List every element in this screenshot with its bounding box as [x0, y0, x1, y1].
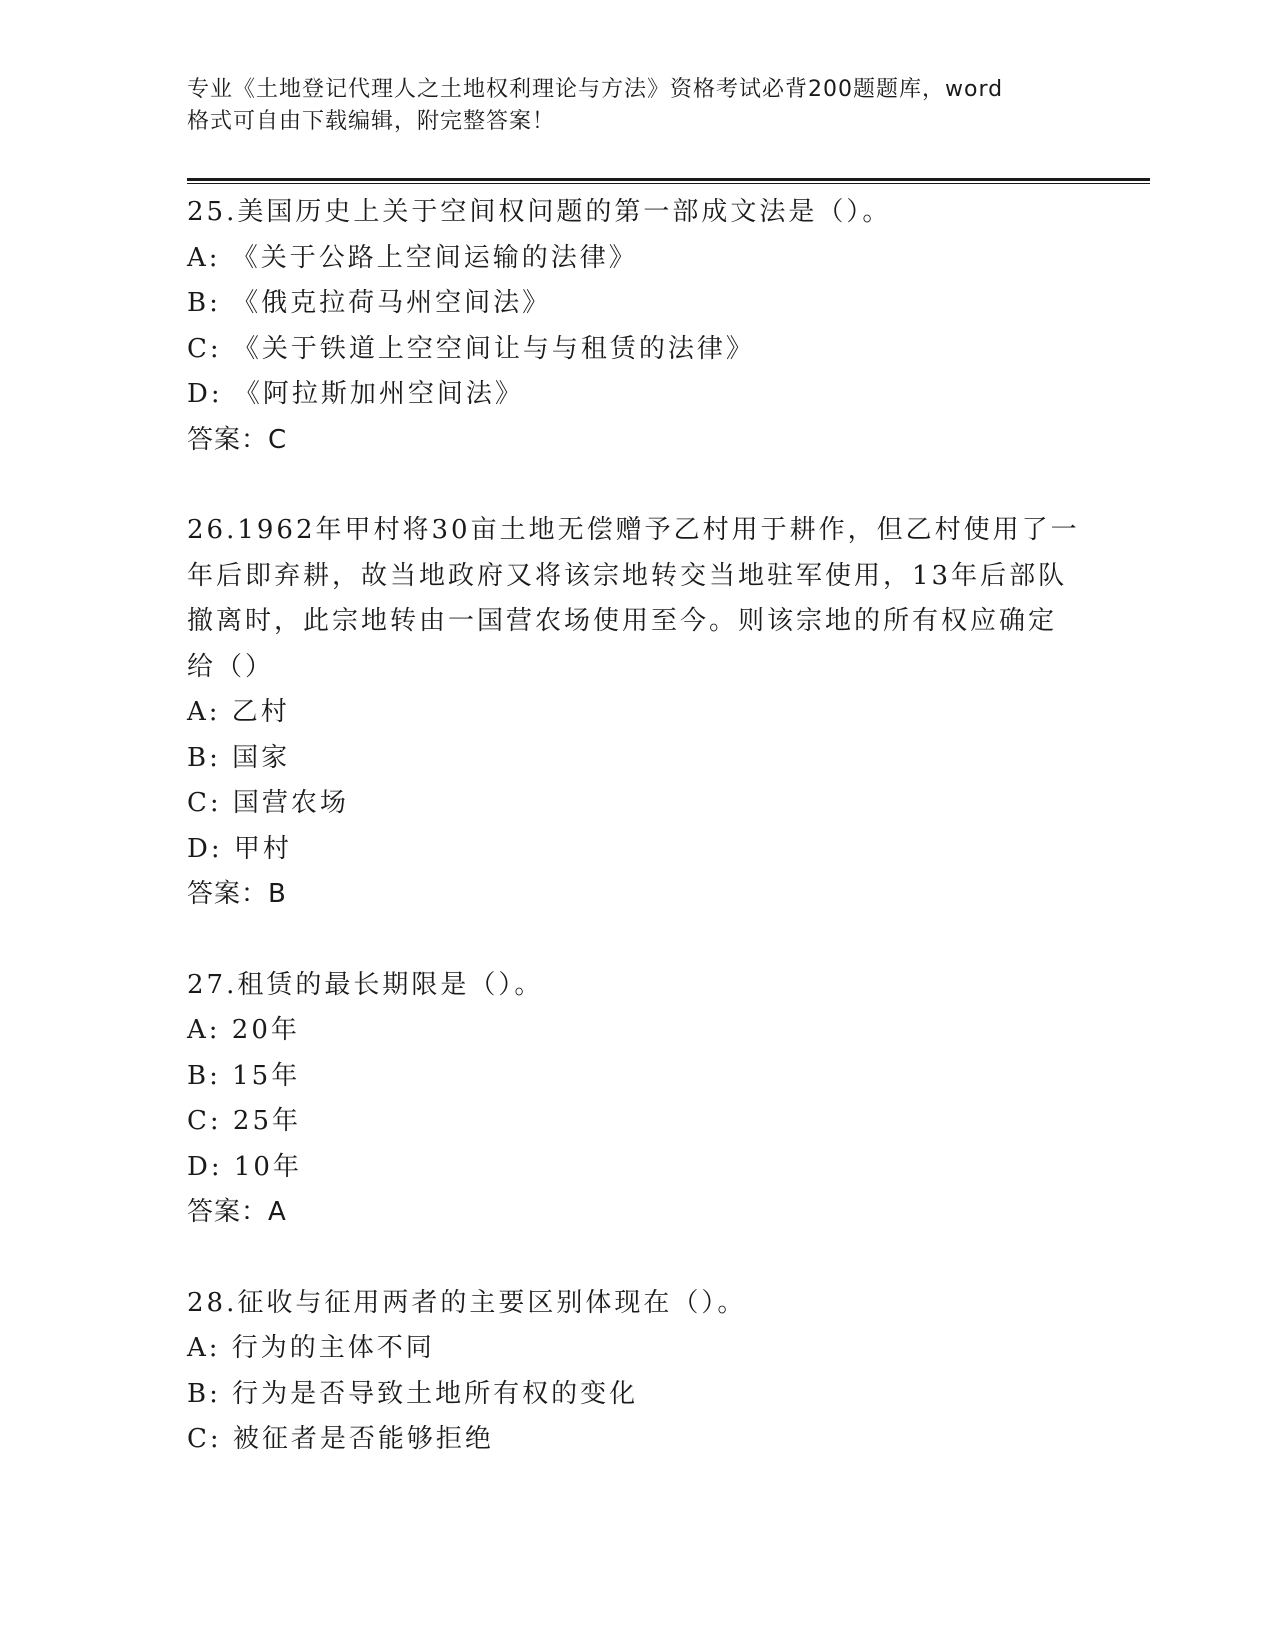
question-26: [187, 508, 1080, 918]
question-stem-continued: 给（）: [187, 651, 275, 682]
option-c: C: 国营农场: [187, 788, 349, 818]
question-stem-continued: 年后即弃耕，故当地政府又将该宗地转交当地驻军使用，13年后部队: [187, 560, 1068, 591]
option-b: B: 国家: [187, 742, 291, 773]
option-a: A: 《关于公路上空间运输的法律》: [187, 242, 638, 273]
question-27: [187, 963, 1067, 1236]
question-stem: 26.1962年甲村将30亩土地无偿赠予乙村用于耕作，但乙村使用了一: [187, 515, 1080, 545]
question-stem: 28.征收与征用两者的主要区别体现在（）。: [187, 1287, 747, 1318]
option-b: B: 15年: [187, 1060, 301, 1091]
option-b: B: 《俄克拉荷马州空间法》: [187, 288, 552, 318]
option-d: D: 甲村: [187, 833, 292, 864]
header-divider-thin: [187, 183, 1150, 184]
answer-label: 答案：B: [187, 879, 287, 909]
option-a: A: 行为的主体不同: [187, 1333, 435, 1363]
option-c: C: 25年: [187, 1106, 302, 1136]
answer-label: 答案：C: [187, 424, 288, 455]
option-c: C: 被征者是否能够拒绝: [187, 1424, 494, 1454]
header-divider-thick: [187, 178, 1150, 181]
option-a: A: 乙村: [187, 697, 290, 727]
option-d: D: 10年: [187, 1151, 302, 1182]
answer-label: 答案：A: [187, 1197, 287, 1227]
header-line-2: 格式可自由下载编辑，附完整答案！: [187, 109, 556, 134]
question-stem-continued: 撤离时，此宗地转由一国营农场使用至今。则该宗地的所有权应确定: [187, 606, 1058, 636]
option-d: D: 《阿拉斯加州空间法》: [187, 379, 524, 409]
question-28: [187, 1281, 1067, 1463]
header-line-1: 专业《土地登记代理人之土地权利理论与方法》资格考试必背200题题库，word: [187, 77, 1004, 102]
option-a: A: 20年: [187, 1015, 300, 1045]
question-stem: 25.美国历史上关于空间权问题的第一部成文法是（）。: [187, 197, 892, 227]
document-header: [187, 74, 1067, 138]
question-25: [187, 190, 1067, 463]
question-list: [187, 190, 1080, 1508]
option-c: C: 《关于铁道上空空间让与与租赁的法律》: [187, 333, 755, 364]
question-stem: 27.租赁的最长期限是（）。: [187, 969, 544, 1000]
option-b: B: 行为是否导致土地所有权的变化: [187, 1378, 639, 1409]
